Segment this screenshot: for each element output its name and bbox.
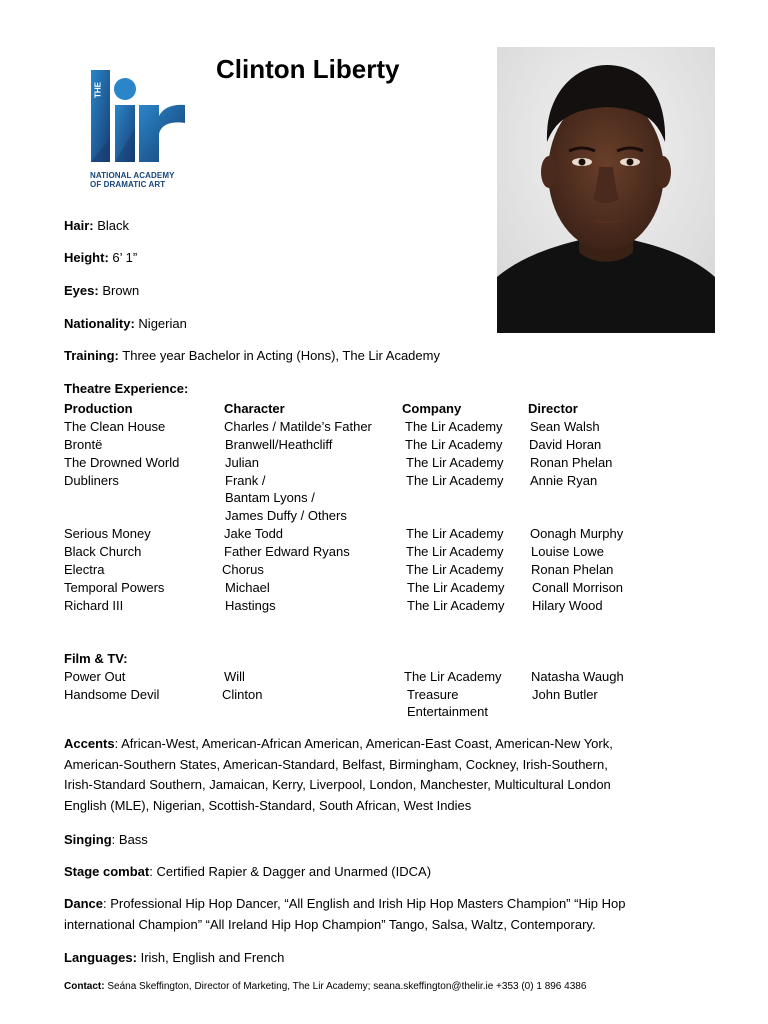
theatre-heading: Theatre Experience: bbox=[64, 381, 189, 396]
film-character: Will bbox=[224, 669, 245, 684]
logo-subtitle-line1: NATIONAL ACADEMY bbox=[90, 171, 175, 180]
theatre-director: David Horan bbox=[529, 437, 602, 452]
theatre-character: Hastings bbox=[225, 598, 276, 613]
col-header-production: Production bbox=[64, 401, 133, 416]
theatre-director: Louise Lowe bbox=[531, 544, 604, 559]
logo-subtitle-line2: OF DRAMATIC ART bbox=[90, 180, 166, 189]
theatre-director: Oonagh Murphy bbox=[530, 526, 624, 541]
accents-line: : African-West, American-African American, American-East Coast, American-New York, bbox=[114, 736, 613, 751]
headshot-photo bbox=[497, 47, 715, 333]
singing-label: Singing bbox=[64, 832, 112, 847]
col-header-character: Character bbox=[224, 401, 285, 416]
singing-value: : Bass bbox=[111, 832, 148, 847]
logo-subtitle bbox=[90, 171, 175, 189]
height-label: Height: bbox=[64, 250, 109, 265]
languages-field bbox=[64, 949, 284, 967]
film-company: Treasure bbox=[407, 687, 459, 702]
theatre-company: The Lir Academy bbox=[406, 473, 504, 488]
dance-section bbox=[64, 894, 704, 935]
theatre-company: The Lir Academy bbox=[406, 455, 504, 470]
actor-name: Clinton Liberty bbox=[216, 54, 400, 84]
film-heading: Film & TV: bbox=[64, 651, 128, 666]
theatre-production: Richard III bbox=[64, 598, 124, 613]
theatre-character: Jake Todd bbox=[224, 526, 284, 541]
theatre-production: The Drowned World bbox=[64, 455, 180, 470]
theatre-character: Frank / bbox=[225, 473, 266, 488]
film-company: The Lir Academy bbox=[404, 669, 502, 684]
theatre-company: The Lir Academy bbox=[407, 580, 505, 595]
contact-label: Contact: bbox=[64, 981, 105, 992]
height-field bbox=[64, 249, 137, 267]
theatre-director: Hilary Wood bbox=[532, 598, 603, 613]
theatre-production: Temporal Powers bbox=[64, 580, 165, 595]
theatre-character: Michael bbox=[225, 580, 270, 595]
film-production: Power Out bbox=[64, 669, 126, 684]
theatre-character: Branwell/Heathcliff bbox=[225, 437, 333, 452]
theatre-character: Julian bbox=[225, 455, 259, 470]
theatre-director: Ronan Phelan bbox=[531, 562, 614, 577]
theatre-production: Electra bbox=[64, 562, 105, 577]
theatre-company: The Lir Academy bbox=[406, 562, 504, 577]
theatre-character-cont: James Duffy / Others bbox=[225, 508, 347, 523]
nationality-label: Nationality: bbox=[64, 316, 135, 331]
lir-logo bbox=[88, 68, 190, 192]
theatre-company: The Lir Academy bbox=[405, 437, 503, 452]
theatre-director: Ronan Phelan bbox=[530, 455, 613, 470]
stage-combat-label: Stage combat bbox=[64, 864, 150, 879]
theatre-company: The Lir Academy bbox=[405, 419, 503, 434]
theatre-production: Dubliners bbox=[64, 473, 119, 488]
accents-label: Accents bbox=[64, 736, 115, 751]
training-label: Training: bbox=[64, 348, 119, 363]
dance-line: international Champion” “All Ireland Hip Hop Champion” Tango, Salsa, Waltz, Contemporary. bbox=[64, 916, 596, 932]
film-production: Handsome Devil bbox=[64, 687, 160, 702]
dance-line: : Professional Hip Hop Dancer, “All English and Irish Hip Hop Masters Champion” “Hip Hop bbox=[103, 896, 626, 911]
eyes-value: Brown bbox=[102, 283, 140, 298]
eyes-label: Eyes: bbox=[64, 283, 99, 298]
languages-value: Irish, English and French bbox=[140, 950, 285, 965]
col-header-director: Director bbox=[528, 401, 578, 416]
theatre-production: The Clean House bbox=[64, 419, 166, 434]
film-character: Clinton bbox=[222, 687, 263, 702]
accents-section bbox=[64, 734, 704, 816]
stage-combat-value: : Certified Rapier & Dagger and Unarmed (IDCA) bbox=[149, 864, 432, 879]
training-value: Three year Bachelor in Acting (Hons), The Lir Academy bbox=[122, 348, 440, 363]
theatre-company: The Lir Academy bbox=[406, 544, 504, 559]
film-director: John Butler bbox=[532, 687, 598, 702]
theatre-production: Serious Money bbox=[64, 526, 151, 541]
theatre-production: Black Church bbox=[64, 544, 142, 559]
training-field bbox=[64, 347, 440, 365]
theatre-director: Conall Morrison bbox=[532, 580, 624, 595]
dance-label: Dance bbox=[64, 896, 104, 911]
theatre-character: Chorus bbox=[222, 562, 264, 577]
hair-value: Black bbox=[97, 218, 130, 233]
theatre-character: Father Edward Ryans bbox=[224, 544, 350, 559]
height-value: 6’ 1” bbox=[112, 250, 138, 265]
theatre-director: Annie Ryan bbox=[530, 473, 598, 488]
logo-word-the: THE bbox=[93, 82, 103, 98]
theatre-company: The Lir Academy bbox=[407, 598, 505, 613]
theatre-character-cont: Bantam Lyons / bbox=[225, 490, 315, 505]
theatre-production: Brontë bbox=[64, 437, 103, 452]
film-director: Natasha Waugh bbox=[531, 669, 624, 684]
lir-logo-mark bbox=[88, 68, 188, 166]
accents-line: English (MLE), Nigerian, Scottish-Standard, South African, West Indies bbox=[64, 797, 472, 813]
hair-field bbox=[64, 217, 129, 235]
film-company-cont: Entertainment bbox=[407, 704, 488, 719]
theatre-director: Sean Walsh bbox=[530, 419, 600, 434]
singing-field bbox=[64, 831, 148, 849]
contact-value: Seána Skeffington, Director of Marketing, The Lir Academy; seana.skeffington@thelir.ie +353 (0) 1 896 4386 bbox=[107, 981, 587, 992]
nationality-value: Nigerian bbox=[138, 316, 187, 331]
languages-label: Languages: bbox=[64, 950, 137, 965]
nationality-field bbox=[64, 315, 187, 333]
contact-line bbox=[64, 981, 586, 992]
eyes-field bbox=[64, 282, 139, 300]
hair-label: Hair: bbox=[64, 218, 94, 233]
accents-line: American-Southern States, American-Standard, Belfast, Birmingham, Cockney, Irish-Southern, bbox=[64, 756, 608, 772]
col-header-company: Company bbox=[402, 401, 462, 416]
theatre-company: The Lir Academy bbox=[406, 526, 504, 541]
stage-combat-field bbox=[64, 863, 431, 881]
accents-line: Irish-Standard Southern, Jamaican, Kerry, Liverpool, London, Manchester, Multicultural London bbox=[64, 777, 611, 792]
theatre-character: Charles / Matilde’s Father bbox=[224, 419, 372, 434]
